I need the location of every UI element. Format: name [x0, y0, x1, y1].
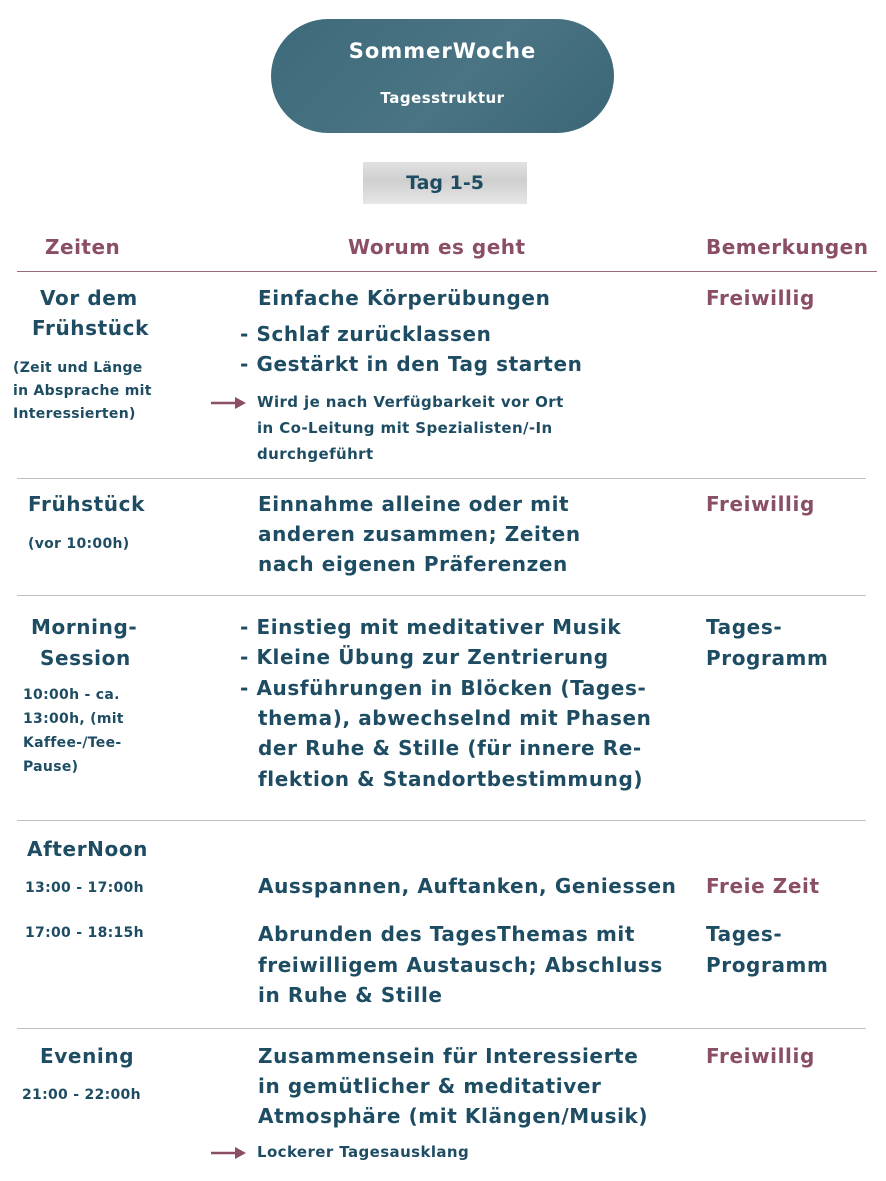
column-header-content: Worum es geht — [348, 235, 526, 259]
row-time-note: 21:00 - 22:00h — [22, 1087, 141, 1103]
page-title: SommerWoche — [348, 39, 537, 63]
column-header-times: Zeiten — [45, 235, 121, 259]
row-content: der Ruhe & Stille (für innere Re- — [258, 736, 642, 760]
row-divider — [17, 1028, 866, 1029]
row-content: Ausspannen, Auftanken, Geniessen — [258, 874, 677, 898]
row-content: in Ruhe & Stille — [258, 983, 443, 1007]
row-remark: Freiwillig — [706, 1044, 815, 1068]
row-bullet: - Gestärkt in den Tag starten — [240, 352, 583, 376]
row-arrow-note: Wird je nach Verfügbarkeit vor Ort — [257, 393, 564, 411]
row-time-note: (Zeit und Länge — [13, 360, 143, 376]
column-header-remarks: Bemerkungen — [706, 235, 869, 259]
row-divider — [17, 595, 866, 596]
row-arrow-note: Lockerer Tagesausklang — [257, 1143, 470, 1161]
row-content: Atmosphäre (mit Klängen/Musik) — [258, 1104, 649, 1128]
row-content: freiwilligem Austausch; Abschluss — [258, 953, 663, 977]
row-remark: Freie Zeit — [706, 874, 820, 898]
row-time-note: 13:00h, (mit — [23, 711, 124, 727]
row-bullet: - Schlaf zurücklassen — [240, 322, 492, 346]
row-time-title: Vor dem — [40, 286, 138, 310]
row-divider — [17, 820, 866, 821]
row-time-note: 13:00 - 17:00h — [25, 880, 144, 896]
row-remark: Programm — [706, 953, 829, 977]
row-time-note: (vor 10:00h) — [28, 536, 130, 552]
row-time-title: AfterNoon — [27, 837, 149, 861]
row-time-title: Frühstück — [28, 492, 145, 516]
row-time-note: in Absprache mit — [13, 383, 152, 399]
row-content: Einfache Körperübungen — [258, 286, 551, 310]
row-remark: Freiwillig — [706, 492, 815, 516]
row-content: flektion & Standortbestimmung) — [258, 767, 644, 791]
row-content: in gemütlicher & meditativer — [258, 1074, 602, 1098]
row-content: Zusammensein für Interessierte — [258, 1044, 639, 1068]
row-bullet: - Kleine Übung zur Zentrierung — [240, 645, 609, 669]
row-bullet: - Ausführungen in Blöcken (Tages- — [240, 676, 647, 700]
row-content: Abrunden des TagesThemas mit — [258, 922, 636, 946]
row-divider — [17, 478, 866, 479]
row-time-title: Evening — [40, 1044, 135, 1068]
row-time-title: Morning- — [31, 615, 138, 639]
header-divider — [17, 271, 877, 272]
row-time-title: Frühstück — [32, 316, 149, 340]
row-time-title: Session — [40, 646, 131, 670]
arrow-right-icon — [211, 396, 247, 410]
row-time-note: Interessierten) — [13, 406, 136, 422]
row-content: nach eigenen Präferenzen — [258, 552, 568, 576]
row-arrow-note: durchgeführt — [257, 445, 374, 463]
row-time-note: Kaffee-/Tee- — [23, 735, 122, 751]
row-remark: Tages- — [706, 615, 783, 639]
row-bullet: - Einstieg mit meditativer Musik — [240, 615, 622, 639]
page-subtitle: Tagesstruktur — [380, 89, 505, 107]
row-time-note: 17:00 - 18:15h — [25, 925, 144, 941]
title-banner — [271, 19, 614, 133]
row-remark: Freiwillig — [706, 286, 815, 310]
arrow-right-icon — [211, 1146, 247, 1160]
row-content: anderen zusammen; Zeiten — [258, 522, 581, 546]
row-time-note: Pause) — [23, 759, 79, 775]
row-time-note: 10:00h - ca. — [23, 687, 120, 703]
day-range-badge: Tag 1-5 — [363, 162, 527, 204]
row-content: thema), abwechselnd mit Phasen — [258, 706, 652, 730]
row-content: Einnahme alleine oder mit — [258, 492, 570, 516]
row-arrow-note: in Co-Leitung mit Spezialisten/-In — [257, 419, 553, 437]
row-remark: Programm — [706, 646, 829, 670]
row-remark: Tages- — [706, 922, 783, 946]
